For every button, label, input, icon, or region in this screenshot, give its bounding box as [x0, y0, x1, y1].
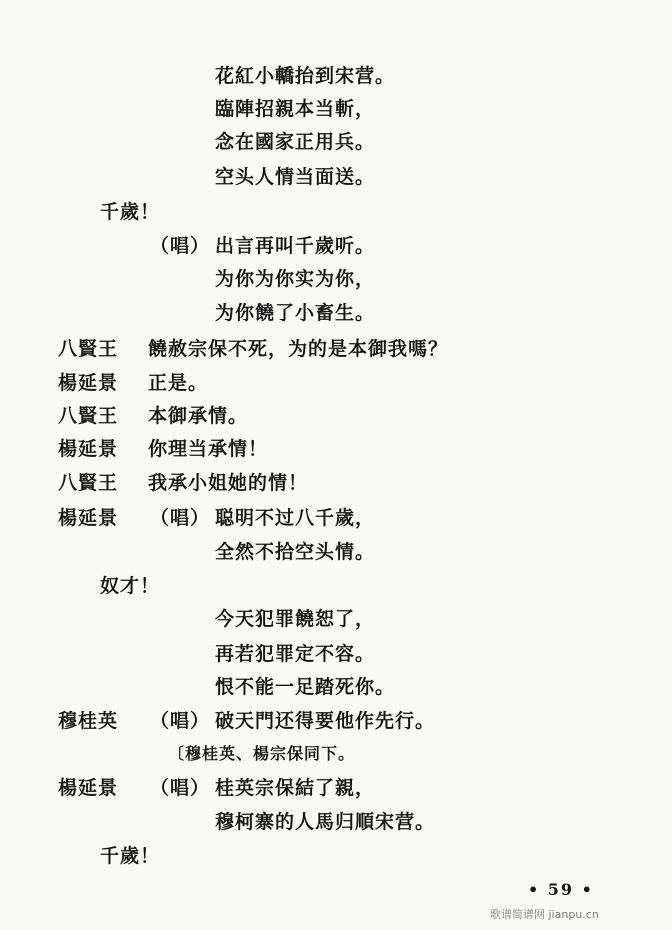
- line-text: 饒赦宗保不死，为的是本御我嗎？: [148, 338, 449, 360]
- speaker-name: 穆桂英: [58, 710, 119, 732]
- line-text: 千歲！: [100, 845, 161, 867]
- line-text: 全然不拾空头情。: [215, 541, 376, 563]
- sung-marker: （唱）: [150, 710, 211, 732]
- line-text: 穆柯寨的人馬归順宋营。: [215, 811, 436, 833]
- line-text: 花紅小轎抬到宋营。: [215, 65, 396, 87]
- speaker-name: 楊延景: [58, 438, 119, 460]
- speaker-name: 八賢王: [58, 338, 119, 360]
- line-text: 为你饒了小畜生。: [215, 302, 376, 324]
- line-text: 桂英宗保結了親，: [215, 777, 376, 799]
- line-text: 出言再叫千歲听。: [215, 235, 376, 257]
- speaker-name: 楊延景: [58, 507, 119, 529]
- line-text: 空头人情当面送。: [215, 166, 376, 188]
- line-text: 破天門还得要他作先行。: [215, 710, 436, 732]
- line-text: 〔穆桂英、楊宗保同下。: [168, 744, 356, 763]
- page-number: • 59 •: [528, 880, 594, 899]
- line-text: 今天犯罪饒恕了，: [215, 608, 376, 630]
- line-text: 再若犯罪定不容。: [215, 643, 376, 665]
- sung-marker: （唱）: [150, 235, 211, 257]
- line-text: 恨不能一足踏死你。: [215, 676, 396, 698]
- speaker-name: 八賢王: [58, 405, 119, 427]
- line-text: 本御承情。: [148, 405, 249, 427]
- line-text: 奴才！: [100, 575, 161, 597]
- line-text: 念在國家正用兵。: [215, 131, 376, 153]
- line-text: 正是。: [148, 372, 209, 394]
- watermark-text: 歌谱简谱网 jianpu.cn: [490, 908, 599, 921]
- speaker-name: 楊延景: [58, 777, 119, 799]
- line-text: 聪明不过八千歲，: [215, 507, 376, 529]
- line-text: 千歲！: [100, 201, 161, 223]
- line-text: 臨陣招親本当斬，: [215, 98, 376, 120]
- speaker-name: 楊延景: [58, 372, 119, 394]
- line-text: 我承小姐她的情！: [148, 472, 309, 494]
- line-text: 为你为你实为你，: [215, 268, 376, 290]
- line-text: 你理当承情！: [148, 438, 269, 460]
- speaker-name: 八賢王: [58, 472, 119, 494]
- sung-marker: （唱）: [150, 507, 211, 529]
- sung-marker: （唱）: [150, 777, 211, 799]
